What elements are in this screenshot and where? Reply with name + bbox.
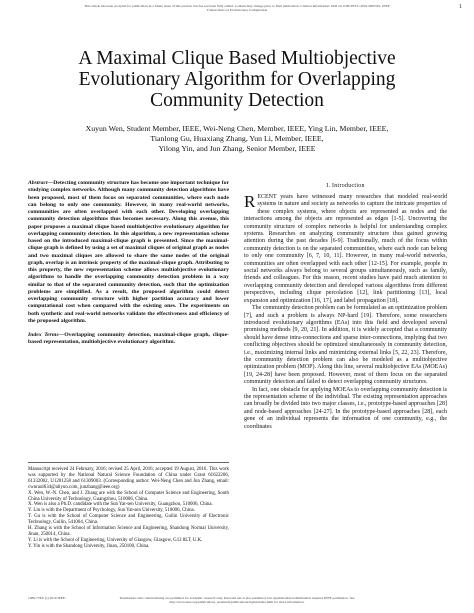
drop-cap: R	[244, 192, 256, 211]
footnote: Y. Li is with the School of Engineering, University of Glasgow, Glasgow, G12 8LT, U.K.	[28, 537, 203, 543]
banner-line-2: Transactions on Evolutionary Computation	[206, 8, 268, 13]
author-line-1: Xuyun Wen, Student Member, IEEE, Wei-Neng Chen, Member, IEEE, Ying Lin, Member, IEEE,	[85, 124, 389, 133]
preprint-banner	[0, 4, 474, 13]
index-terms-text: —Overlapping community detection, maximal-clique graph, clique-based representation, multiobjective evolutionary algorithm.	[28, 332, 229, 346]
abstract	[28, 180, 229, 325]
footnote: X. Wen, W.-N. Chen, and J. Zhang are with the School of Computer Science and Engineering, South China University of Technology, Guangzhou, 510006, China.	[28, 490, 229, 502]
left-column	[28, 180, 229, 347]
footnote: H. Zhang is with the School of Information Science and Engineering, Shandong Normal University, Jinan, 250014, China.	[28, 526, 229, 537]
body-paragraph	[244, 194, 447, 305]
footnote: Y. Lin is with the Department of Psychology, Sun Yat-sen University, 510006, China.	[28, 508, 195, 514]
body-paragraph-text: ECENT years have witnessed many researches that modeled real-world systems in nature and society as networks to capture the intricate properties of these complex systems, where objects are represented as nodes and the interactions among the objects are represented as edges [1-5]. Uncovering the community structure of complex networks is helpful for understanding complex systems. Researches on analyzing community structure thus gained growing attention during the past decades [6-9]. Traditionally, much of the focus within community detection is on the separated communities, where each node can belong to only one community [6, 7, 10, 11]. However, in many real-world networks, communities are often overlapped with each other [12-15]. For example, people in social networks always belong to several groups simultaneously, such as family, friends and colleagues. For this reason, recent studies have paid much attention to overlapping community detection and developed various algorithms from different perspectives, including clique percolation [12], link partitioning [13], local expansion and optimization [16, 17], and label propagation [18].	[244, 194, 447, 304]
index-terms	[28, 332, 229, 347]
footer-line-2: http://www.ieee.org/publications_standards/publications/rights/index.html for more information.	[169, 600, 305, 605]
footnote: Y. Yin is with the Shandong University, Jinan, 250100, China.	[28, 543, 150, 549]
footnote: Manuscript received 24 February, 2016; revised 25 April, 2016; accepted 19 August, 2016. This work was supported by the National Natural Science Foundation of China under Grant 61622206, 61332002, U1201258 and 61309003. (Corresponding author: Wei-Neng Chen and Jun Zhang, email: cwnraul634@aliyun.com, junzhang@ieee.org)	[28, 467, 229, 490]
footnote: T. Gu is with the School of Computer Science and Engineering, Guilin University of Electronic Technology, Guilin, 541004, China.	[28, 514, 229, 526]
body-paragraph: The community detection problem can be formulated as an optimization problem [7], and such a problem is always NP-hard [19]. Therefore, some researchers introduced evolutionary algorithms (EAs) into this field and developed several promising methods [9, 20, 21]. In addition, it is widely accepted that a community should have dense intra-connections and sparse inter-connections, implying that two conflicting objectives should be optimized simultaneously in community detection, i.e., maximizing internal links and minimizing external links [5, 22, 23]. Therefore, the community detection problem can also be modeled as a multiobjective optimization problem (MOP). Along this line, several multiobjective EAs (MOEAs) [19, 24-28] have been proposed. However, most of them focus on the separated community detection and failed to detect overlapping community structures.	[244, 305, 447, 386]
right-column	[244, 183, 447, 431]
author-line-2: Tianlong Gu, Huaxiang Zhang, Yun Li, Member, IEEE,	[150, 134, 324, 143]
section-heading: I. Introduction	[326, 183, 365, 189]
author-block	[40, 124, 434, 154]
banner-line-1: This article has been accepted for publication in a future issue of this journal, but has not been fully edited. Content may change prior to final publication. Citation information: DOI 10.1109/TEVC.2016.2605501, IEEE	[84, 4, 390, 8]
footnote: X. Wen is also a Ph.D. candidate with the Sun Yat-sen University, Guangzhou, 510006, China.	[28, 502, 213, 508]
abstract-lead: Abstract	[28, 180, 48, 186]
abstract-text: —Detecting community structure has become one important technique for studying complex networks. Although many community detection algorithms have been proposed, most of them focus on separated communities, where each node can belong to only one community. However, in many real-world networks, communities are often overlapped with each other. Developing overlapping community detection algorithms thus becomes necessary. Along this avenue, this paper proposes a maximal clique based multiobjective evolutionary algorithm for overlapping community detection. In this algorithm, a new representation scheme based on the introduced maximal-clique graph is presented. Since the maximal-clique graph is defined by using a set of maximal cliques of original graph as nodes and two maximal cliques are allowed to share the same nodes of the original graph, overlap is an intrinsic property of the maximal-clique graph. Attributing to this property, the new representation scheme allows multiobjective evolutionary algorithms to handle the overlapping community detection problem in a way similar to that of the separated community detection, such that the optimization problems are simplified. As a result, the proposed algorithm could detect overlapping community structure with higher partition accuracy and lower computational cost when compared with the existing ones. The experiments on both synthetic and real-world networks validate the effectiveness and efficiency of the proposed algorithm.	[28, 180, 229, 324]
body-paragraph: In fact, one obstacle for applying MOEAs to overlapping community detection is the representation scheme of the individual. The existing representation approaches can broadly be divided into two major classes, i.e., prototype-based approaches [28] and node-based approaches [24-27]. In the prototype-based approaches [28], each gene of an individual represents the information of one community, e.g., the coordinates	[244, 386, 447, 430]
footnotes	[28, 462, 229, 550]
page-number: 1	[459, 4, 462, 10]
issn-copyright: 1089-778X (c) 2016 IEEE.	[28, 596, 66, 600]
author-line-3: Yilong Yin, and Jun Zhang, Senior Member, IEEE	[158, 144, 316, 153]
footer-line-1: Translations and content mining are permitted for academic research only. Personal use is also permitted, but republication/redistribution requires IEEE permission. See	[119, 596, 355, 600]
copyright-footer	[0, 596, 474, 605]
paper-title: A Maximal Clique Based Multiobjective Evolutionary Algorithm for Overlapping Community Detection	[78, 48, 396, 111]
index-terms-lead: Index Terms	[28, 332, 59, 338]
